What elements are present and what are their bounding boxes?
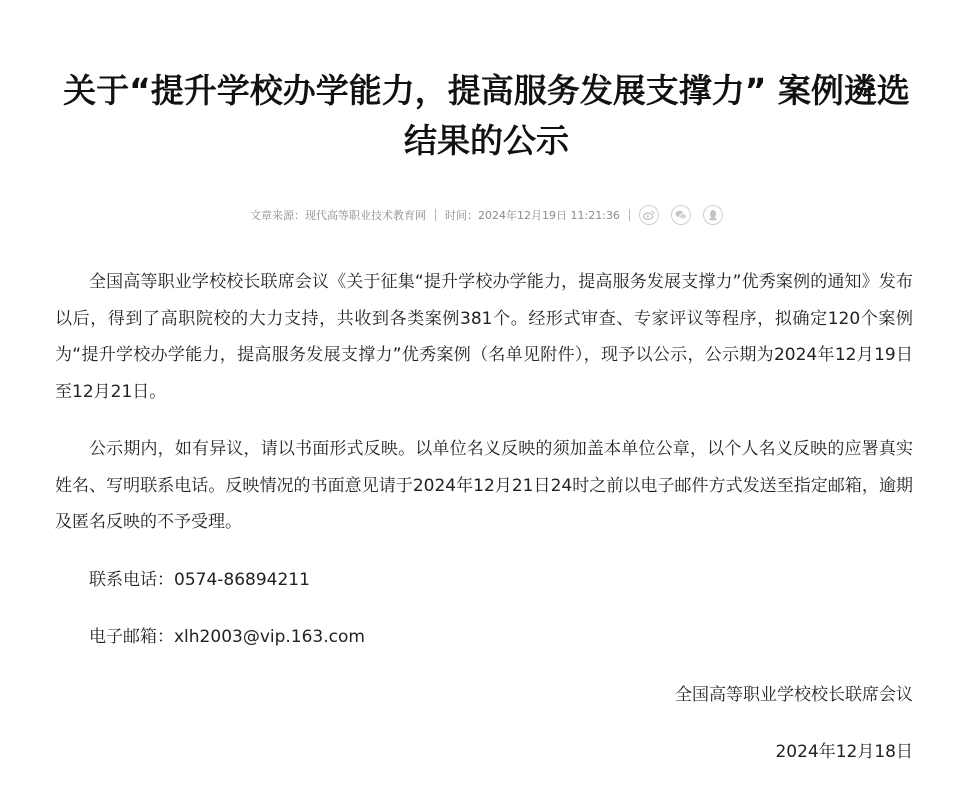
share-qq-button[interactable] [703, 205, 723, 225]
article-time: 时间：2024年12月19日 11:21:36 [445, 209, 620, 222]
share-wechat-button[interactable] [671, 205, 691, 225]
article-source: 文章来源：现代高等职业技术教育网 [250, 209, 427, 222]
weibo-icon [643, 210, 655, 220]
contact-phone: 联系电话：0574-86894211 [89, 569, 310, 590]
contact-email: 电子邮箱：xlh2003@vip.163.com [89, 627, 365, 647]
signature-date: 2024年12月18日 [775, 742, 913, 762]
article-meta [0, 204, 973, 226]
meta-divider [629, 209, 630, 221]
qq-icon [708, 209, 718, 221]
signature-org: 全国高等职业学校校长联席会议 [675, 684, 913, 705]
article-title: 关于“提升学校办学能力，提高服务发展支撑力” 案例遴选结果的公示 [63, 71, 910, 160]
article-body [55, 264, 913, 792]
body-paragraph: 全国高等职业学校校长联席会议《关于征集“提升学校办学能力，提高服务发展支撑力”优秀案例的通知》发布以后，得到了高职院校的大力支持，共收到各类案例381个。经形式审查、专家评议等程序，拟确定120个案例为“提升学校办学能力，提高服务发展支撑力”优秀案例（名单见附件），现予以公示，公示期为2024年12月19日至12月21日。 [55, 272, 913, 402]
wechat-icon [675, 210, 687, 220]
share-buttons [639, 205, 723, 225]
meta-divider [435, 209, 436, 221]
share-weibo-button[interactable] [639, 205, 659, 225]
body-paragraph: 公示期内，如有异议，请以书面形式反映。以单位名义反映的须加盖本单位公章，以个人名义反映的应署真实姓名、写明联系电话。反映情况的书面意见请于2024年12月21日24时之前以电子邮件方式发送至指定邮箱，逾期及匿名反映的不予受理。 [55, 439, 913, 532]
